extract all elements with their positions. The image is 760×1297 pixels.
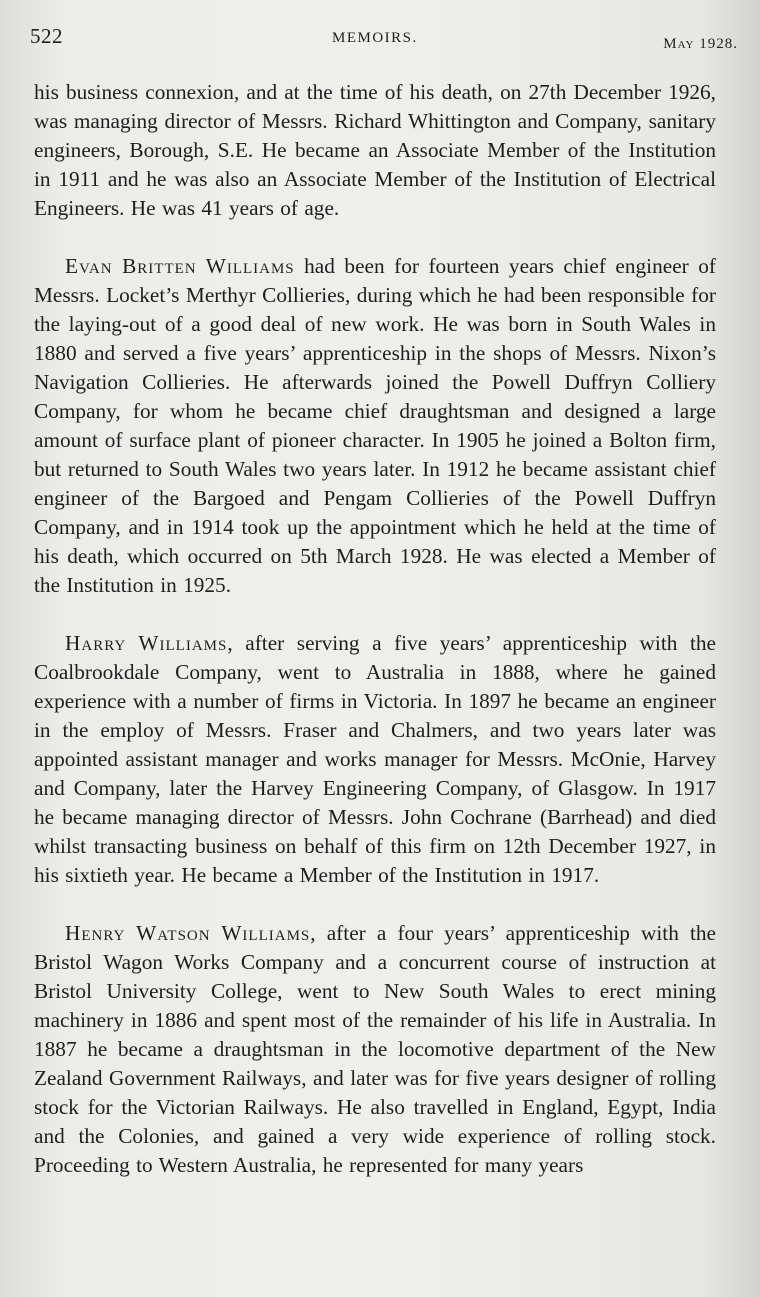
memoir-name: Henry Watson Williams: [65, 921, 311, 945]
issue-date: May 1928.: [663, 36, 738, 52]
memoir-paragraph-continued: [34, 78, 716, 223]
memoir-paragraph-henry-watson-williams: [34, 919, 716, 1180]
memoir-paragraph-harry-williams: [34, 629, 716, 890]
paragraph-text: , after a four years’ apprenticeship with the Bristol Wagon Works Company and a concurrent course of instruction at Bristol University College, went to New South Wales to erect mining machinery in 1886 and spent most of the remainder of his life in Australia. In 1887 he became a draughtsman in the locomotive department of the New Zealand Government Railways, and later was for five years designer of rolling stock for the Victorian Railways. He also travelled in England, Egypt, India and the Colonies, and gained a very wide experience of rolling stock. Proceeding to Western Australia, he represented for many years: [34, 921, 716, 1177]
paragraph-text: his business connexion, and at the time of his death, on 27th December 1926, was managing director of Messrs. Richard Whittington and Company, sanitary engineers, Borough, S.E. He became an Associate Member of the Institution in 1911 and he was also an Associate Member of the Institution of Electrical Engineers. He was 41 years of age.: [34, 80, 716, 220]
memoir-paragraph-evan-britten-williams: [34, 252, 716, 600]
paragraph-text: , after serving a five years’ apprenticeship with the Coalbrookdale Company, went to Australia in 1888, where he gained experience with a number of firms in Victoria. In 1897 he became an engineer in the employ of Messrs. Fraser and Chalmers, and two years later was appointed assistant manager and works manager for Messrs. McOnie, Harvey and Company, later the Harvey Engineering Company, of Glasgow. In 1917 he became managing director of Messrs. John Cochrane (Barrhead) and died whilst transacting business on behalf of this firm on 12th December 1927, in his sixtieth year. He became a Member of the Institution in 1917.: [34, 631, 716, 887]
page-header: [30, 18, 738, 58]
paragraph-text: had been for fourteen years chief engineer of Messrs. Locket’s Merthyr Collieries, during which he had been responsible for the laying-out of a good deal of new work. He was born in South Wales in 1880 and served a five years’ apprenticeship in the shops of Messrs. Nixon’s Navigation Collieries. He afterwards joined the Powell Duffryn Colliery Company, for whom he became chief draughtsman and designed a large amount of surface plant of pioneer character. In 1905 he joined a Bolton firm, but returned to South Wales two years later. In 1912 he became assistant chief engineer of the Bargoed and Pengam Collieries of the Powell Duffryn Company, and in 1914 took up the appointment which he held at the time of his death, which occurred on 5th March 1928. He was elected a Member of the Institution in 1925.: [34, 254, 716, 597]
memoir-text: [34, 78, 716, 1209]
memoir-name: Harry Williams: [65, 631, 228, 655]
running-head: MEMOIRS.: [332, 30, 418, 46]
memoir-name: Evan Britten Williams: [65, 254, 295, 278]
page-number: 522: [30, 24, 63, 48]
